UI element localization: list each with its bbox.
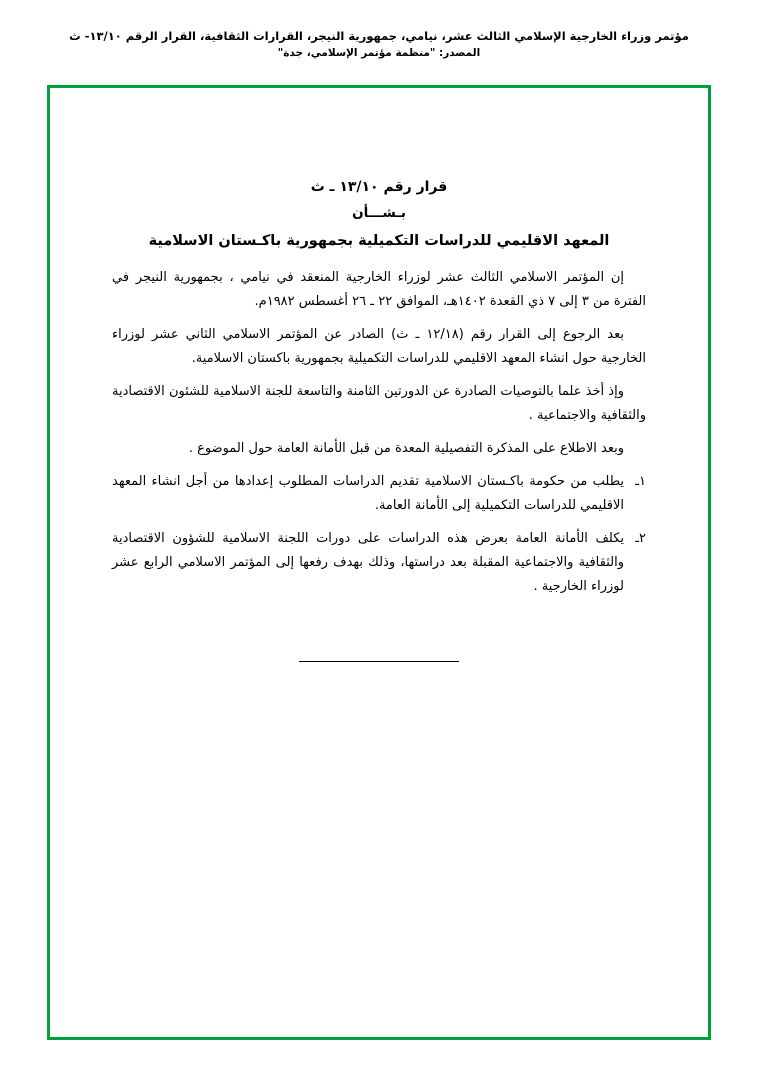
- clause-number: ٢ـ: [635, 531, 646, 546]
- paragraph: وبعد الاطلاع على المذكرة التفصيلية المعدة من قبل الأمانة العامة حول الموضوع .: [188, 441, 624, 456]
- document-body: [50, 88, 708, 1037]
- header-title-line: مؤتمر وزراء الخارجية الإسلامي الثالث عشر، نيامي، جمهورية النيجر، القرارات الثقافية، القرار الرقم ١٣/١٠- ث: [69, 29, 689, 43]
- clause-item: [112, 470, 646, 518]
- paragraph: وإذ أخذ علما بالتوصيات الصادرة عن الدورتين الثامنة والتاسعة للجنة الاسلامية للشئون الاقتصادية والثقافية والاجتماعية .: [112, 384, 646, 423]
- clause-number: ١ـ: [635, 474, 646, 489]
- paragraph: إن المؤتمر الاسلامي الثالث عشر لوزراء الخارجية المنعقد في نيامي ، بجمهورية النيجر في الفترة من ٣ إلى ٧ ذي القعدة ١٤٠٢هـ، الموافق ٢٢ ـ ٢٦ أغسطس ١٩٨٢م.: [112, 270, 646, 309]
- green-border-frame: [47, 85, 711, 1040]
- document-header: [0, 28, 758, 61]
- clause-text: يكلف الأمانة العامة بعرض هذه الدراسات على دورات اللجنة الاسلامية للشؤون الاقتصادية والثقافية والاجتماعية المقبلة بعد دراستها، وذلك بهدف رفعها إلى المؤتمر الاسلامي الرابع عشر لوزراء الخارجية .: [112, 531, 624, 594]
- paragraph: بعد الرجوع إلى القرار رقم (١٢/١٨ ـ ث) الصادر عن المؤتمر الاسلامي الثاني عشر لوزراء الخارجية حول انشاء المعهد الاقليمي للدراسات التكميلية بجمهورية باكستان الاسلامية.: [112, 327, 646, 366]
- end-rule-container: [112, 647, 646, 666]
- horizontal-divider: [299, 661, 459, 662]
- header-source-line: المصدر: "منظمة مؤتمر الإسلامي، جدة": [277, 47, 481, 59]
- clause-item: [112, 527, 646, 599]
- resolution-number: قرار رقم ١٣/١٠ ـ ث: [310, 179, 448, 195]
- resolution-subject: المعهد الاقليمي للدراسات التكميلية بجمهورية باكـستان الاسلامية: [148, 233, 610, 249]
- clause-text: يطلب من حكومة باكـستان الاسلامية تقديم الدراسات المطلوب إعدادها من أجل انشاء المعهد الاقليمي للدراسات التكميلية إلى الأمانة العامة.: [112, 474, 624, 513]
- resolution-about-label: بـشـــأن: [352, 205, 406, 221]
